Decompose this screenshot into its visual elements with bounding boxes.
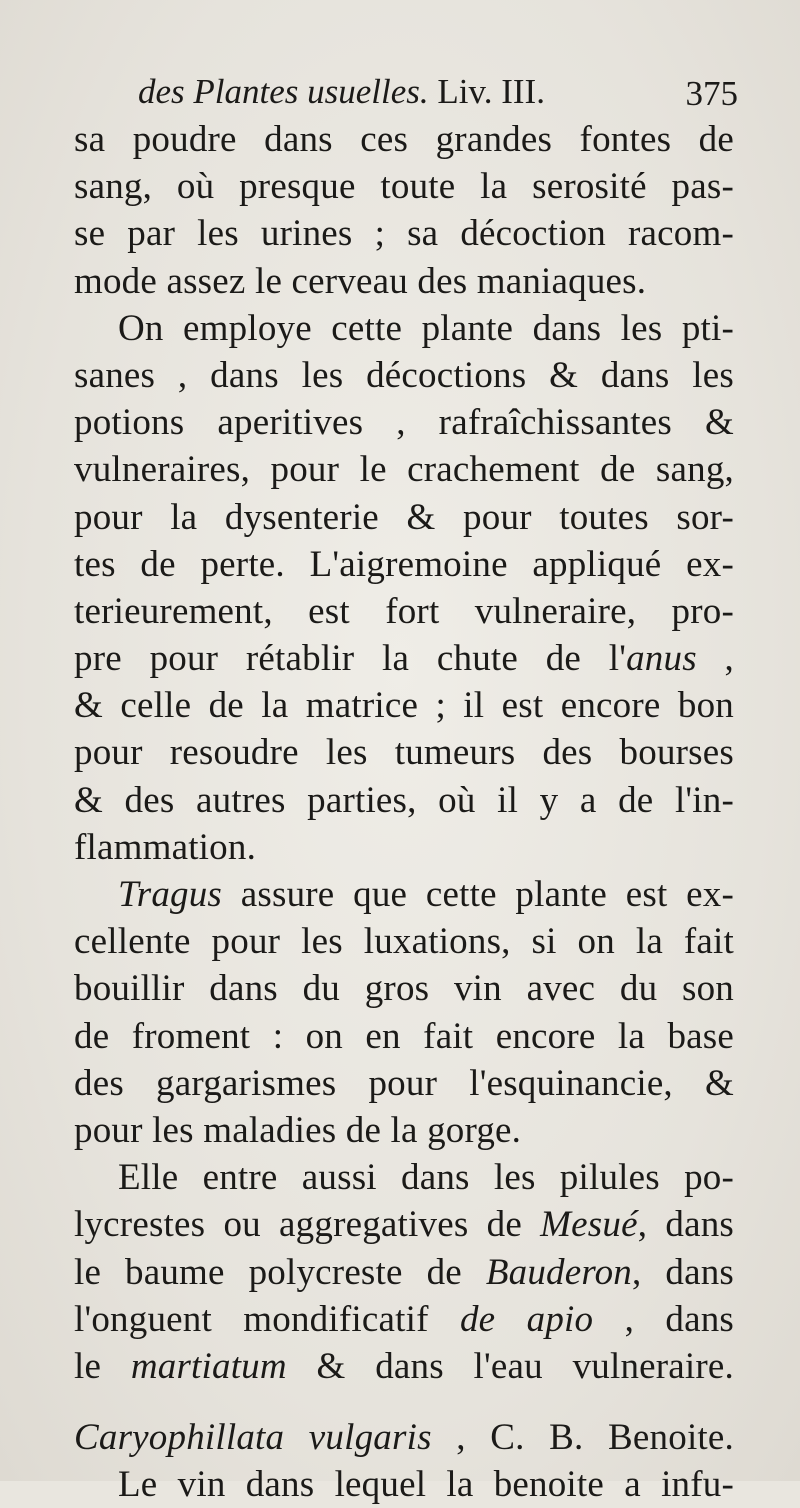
- line-segment: potions aperitives , rafraîchissantes &: [74, 402, 734, 444]
- line-segment: & des autres parties, où il y a de l'in-: [74, 779, 734, 821]
- line-segment: assure que cette plante est ex-: [222, 874, 734, 915]
- line-segment: l'onguent mondificatif: [74, 1298, 460, 1340]
- line-segment: pour resoudre les tumeurs des bourses: [74, 732, 734, 774]
- text-line: [74, 682, 734, 729]
- line-segment: le baume polycreste de: [74, 1251, 486, 1293]
- text-line: [74, 918, 734, 965]
- line-segment: , dans: [593, 1298, 734, 1340]
- text-line: [74, 541, 734, 588]
- line-segment: vulneraires, pour le crachement de sang,: [74, 449, 734, 491]
- line-segment: mode assez le cerveau des maniaques.: [74, 260, 647, 302]
- line-segment: , C. B. Benoite.: [431, 1417, 734, 1459]
- line-segment: terieurement, est fort vulneraire, pro-: [74, 590, 734, 632]
- line-segment: le: [74, 1345, 131, 1387]
- line-segment: flammation.: [74, 826, 257, 868]
- line-segment: & celle de la matrice ; il est encore bon: [74, 685, 734, 727]
- text-line: [74, 871, 734, 918]
- italic-term: de apio: [459, 1298, 594, 1340]
- italic-term: Bauderon: [485, 1251, 632, 1293]
- italic-term: martiatum: [130, 1345, 287, 1387]
- text-line: [74, 1414, 734, 1461]
- running-title: des Plantes usuelles.: [138, 72, 429, 111]
- text-line: [74, 588, 734, 635]
- text-line: [74, 210, 734, 257]
- text-line: [74, 1249, 734, 1296]
- line-segment: pre pour rétablir la chute de l': [74, 638, 627, 680]
- text-line: [74, 1107, 734, 1154]
- line-segment: & dans l'eau vulneraire.: [286, 1345, 734, 1387]
- line-segment: sang, où presque toute la serosité pas-: [74, 166, 734, 208]
- text-line: [74, 729, 734, 776]
- line-segment: se par les urines ; sa décoction racom-: [74, 213, 734, 255]
- line-segment: On employe cette plante dans les pti-: [118, 307, 734, 349]
- italic-term: anus: [626, 638, 697, 680]
- text-line: [74, 258, 734, 305]
- line-segment: Elle entre aussi dans les pilules po-: [118, 1157, 734, 1199]
- line-segment: , dans: [637, 1204, 734, 1246]
- text-line: [74, 399, 734, 446]
- text-line: [74, 446, 734, 493]
- text-line: [74, 494, 734, 541]
- line-segment: de froment : on en fait encore la base: [74, 1015, 734, 1057]
- text-line: [74, 352, 734, 399]
- text-line: [74, 163, 734, 210]
- text-line: [74, 965, 734, 1012]
- text-line: [74, 1343, 734, 1390]
- text-line: [74, 635, 734, 682]
- line-segment: pour les maladies de la gorge.: [74, 1109, 522, 1151]
- line-segment: bouillir dans du gros vin avec du son: [74, 968, 734, 1010]
- italic-term: Caryophillata vulgaris: [74, 1417, 432, 1459]
- text-line: [74, 305, 734, 352]
- line-segment: cellente pour les luxations, si on la fait: [74, 921, 734, 963]
- text-line: [74, 1060, 734, 1107]
- text-line: [74, 1461, 734, 1508]
- page-number: 375: [685, 74, 738, 113]
- text-line: [74, 1201, 734, 1248]
- line-segment: sanes , dans les décoctions & dans les: [74, 354, 734, 396]
- italic-term: Mesué: [540, 1204, 638, 1246]
- line-segment: , dans: [631, 1251, 734, 1293]
- line-segment: Le vin dans lequel la benoite a infu-: [118, 1464, 734, 1506]
- line-segment: tes de perte. L'aigremoine appliqué ex-: [74, 543, 734, 585]
- text-line: [74, 116, 734, 163]
- italic-term: Tragus: [118, 874, 223, 915]
- line-segment: sa poudre dans ces grandes fontes de: [74, 119, 734, 160]
- text-line: [74, 1296, 734, 1343]
- body-text: [74, 116, 734, 1508]
- line-segment: ,: [696, 638, 734, 680]
- line-segment: des gargarismes pour l'esquinancie, &: [74, 1062, 734, 1104]
- text-line: [74, 777, 734, 824]
- book-number: Liv. III.: [437, 72, 545, 111]
- text-line: [74, 824, 734, 871]
- line-segment: pour la dysenterie & pour toutes sor-: [74, 496, 734, 538]
- line-segment: lycrestes ou aggregatives de: [74, 1204, 541, 1246]
- page-header: [138, 72, 738, 118]
- text-line: [74, 1154, 734, 1201]
- text-line: [74, 1013, 734, 1060]
